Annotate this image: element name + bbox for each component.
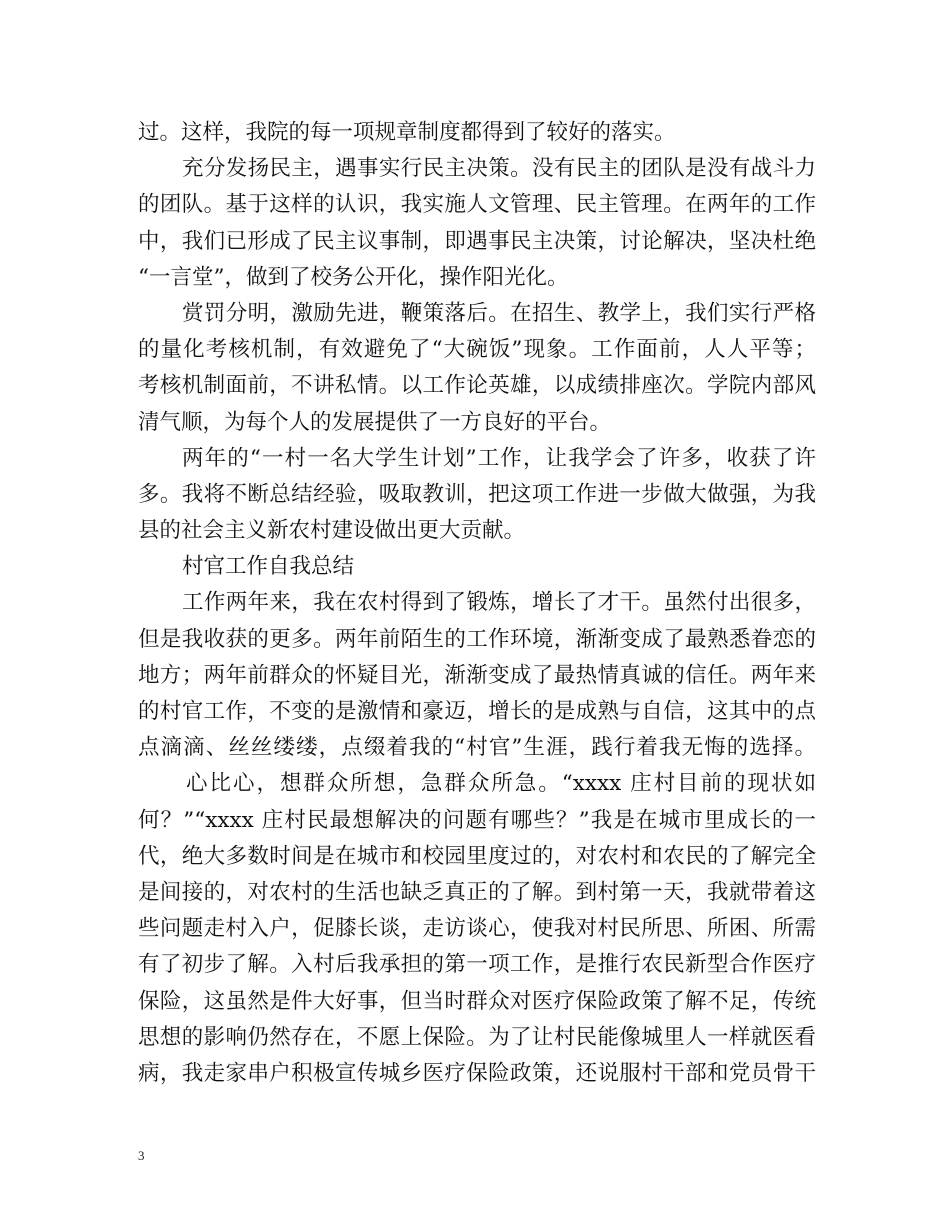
text-line: 考核机制面前，不讲私情。以工作论英雄，以成绩排座次。学院内部风 [138, 373, 816, 399]
text-line: 县的社会主义新农村建设做出更大贡献。 [138, 518, 526, 544]
section-heading: 村官工作自我总结 [182, 554, 355, 580]
text-line: 赏罚分明，激励先进，鞭策落后。在招生、教学上，我们实行严格 [182, 300, 816, 326]
text-line: 心比心，想群众所想，急群众所急。“xxxx 庄村目前的现状如 [186, 771, 816, 797]
text-line: 何？”“xxxx 庄村民最想解决的问题有哪些？”我是在城市里成长的一 [138, 807, 816, 833]
text-line: 些问题走村入户，促膝长谈，走访谈心，使我对村民所思、所困、所需 [138, 916, 816, 942]
text-line: 代，绝大多数时间是在城市和校园里度过的，对农村和农民的了解完全 [138, 843, 816, 869]
text-line: 保险，这虽然是件大好事，但当时群众对医疗保险政策了解不足，传统 [138, 988, 816, 1014]
text-line: 的量化考核机制，有效避免了“大碗饭”现象。工作面前，人人平等； [138, 337, 816, 363]
text-line: 病，我走家串户积极宣传城乡医疗保险政策，还说服村干部和党员骨干 [138, 1060, 816, 1086]
text-line: 有了初步了解。入村后我承担的第一项工作，是推行农民新型合作医疗 [138, 952, 816, 978]
text-line: 地方；两年前群众的怀疑目光，渐渐变成了最热情真诚的信任。两年来 [138, 662, 816, 688]
text-line: 是间接的，对农村的生活也缺乏真正的了解。到村第一天，我就带着这 [138, 879, 816, 905]
body-text [138, 115, 816, 1092]
text-line: 工作两年来，我在农村得到了锻炼，增长了才干。虽然付出很多， [182, 590, 816, 616]
page-number: 3 [138, 1148, 145, 1163]
text-line: 的团队。基于这样的认识，我实施人文管理、民主管理。在两年的工作 [138, 192, 816, 218]
text-line: 中，我们已形成了民主议事制，即遇事民主决策，讨论解决，坚决杜绝 [138, 228, 816, 254]
text-line: 点滴滴、丝丝缕缕，点缀着我的“村官”生涯，践行着我无悔的选择。 [138, 735, 816, 761]
text-line: 多。我将不断总结经验，吸取教训，把这项工作进一步做大做强，为我 [138, 481, 816, 507]
text-line: 过。这样，我院的每一项规章制度都得到了较好的落实。 [138, 120, 676, 145]
text-line: 思想的影响仍然存在，不愿上保险。为了让村民能像城里人一样就医看 [138, 1024, 816, 1050]
text-line: 清气顺，为每个人的发展提供了一方良好的平台。 [138, 409, 612, 435]
text-line: 充分发扬民主，遇事实行民主决策。没有民主的团队是没有战斗力 [182, 156, 816, 182]
text-line: “一言堂”，做到了校务公开化，操作阳光化。 [138, 264, 569, 290]
text-line: 但是我收获的更多。两年前陌生的工作环境，渐渐变成了最熟悉眷恋的 [138, 626, 816, 652]
text-line: 两年的“一村一名大学生计划”工作，让我学会了许多，收获了许 [182, 445, 816, 471]
text-line: 的村官工作，不变的是激情和豪迈，增长的是成熟与自信，这其中的点 [138, 699, 816, 724]
